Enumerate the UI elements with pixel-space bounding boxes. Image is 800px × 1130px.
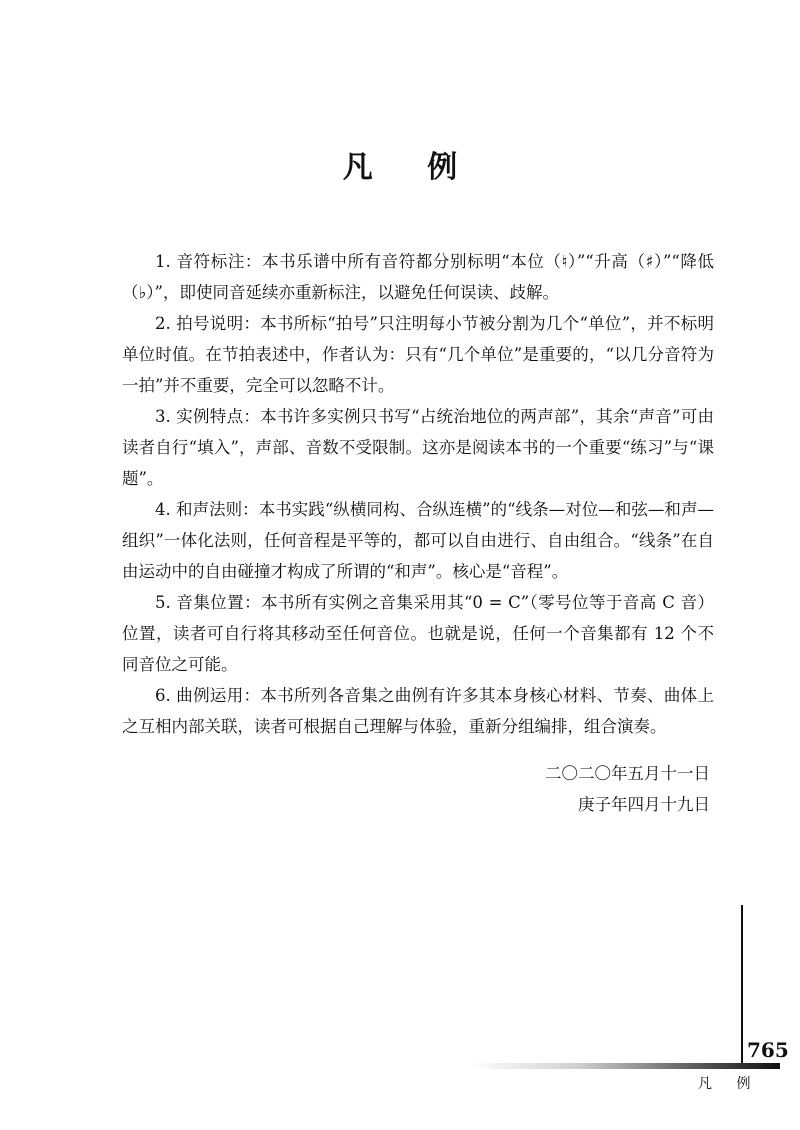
convention-paragraph-5: 5. 音集位置：本书所有实例之音集采用其“0 = C”（零号位等于音高 C 音）位置，读者可自行将其移动至任何音位。也就是说，任何一个音集都有 12 个不同音位之可能。 — [122, 593, 714, 674]
convention-paragraph-1: 1. 音符标注：本书乐谱中所有音符都分别标明“本位（♮）”“升高（♯）”“降低（♭）”，即使同音延续亦重新标注，以避免任何误读、歧解。 — [122, 252, 714, 302]
page-number: 765 — [747, 1038, 789, 1062]
date-gregorian: 二〇二〇年五月十一日 — [545, 764, 710, 783]
running-footer: 凡 例 — [698, 1076, 761, 1092]
footer-gradient-bar — [470, 1063, 780, 1069]
margin-rule — [741, 905, 743, 1065]
convention-paragraph-4: 4. 和声法则：本书实践“纵横同构、合纵连横”的“线条—对位—和弦—和声—组织”一体化法则，任何音程是平等的，都可以自由进行、自由组合。“线条”在自由运动中的自由碰撞才构成了所谓的“和声”。核心是“音程”。 — [122, 500, 714, 581]
convention-paragraph-2: 2. 拍号说明：本书所标“拍号”只注明每小节被分割为几个“单位”，并不标明单位时值。在节拍表述中，作者认为：只有“几个单位”是重要的，“以几分音符为一拍”并不重要，完全可以忽略不计。 — [122, 314, 714, 395]
convention-paragraph-3: 3. 实例特点：本书许多实例只书写“占统治地位的两声部”，其余“声音”可由读者自行“填入”，声部、音数不受限制。这亦是阅读本书的一个重要“练习”与“课题”。 — [122, 407, 714, 488]
page-title: 凡 例 — [342, 150, 480, 185]
conventions-list — [122, 246, 714, 742]
date-lunar: 庚子年四月十九日 — [578, 795, 710, 814]
convention-paragraph-6: 6. 曲例运用：本书所列各音集之曲例有许多其本身核心材料、节奏、曲体上之互相内部关联，读者可根据自己理解与体验，重新分组编排，组合演奏。 — [122, 686, 714, 736]
